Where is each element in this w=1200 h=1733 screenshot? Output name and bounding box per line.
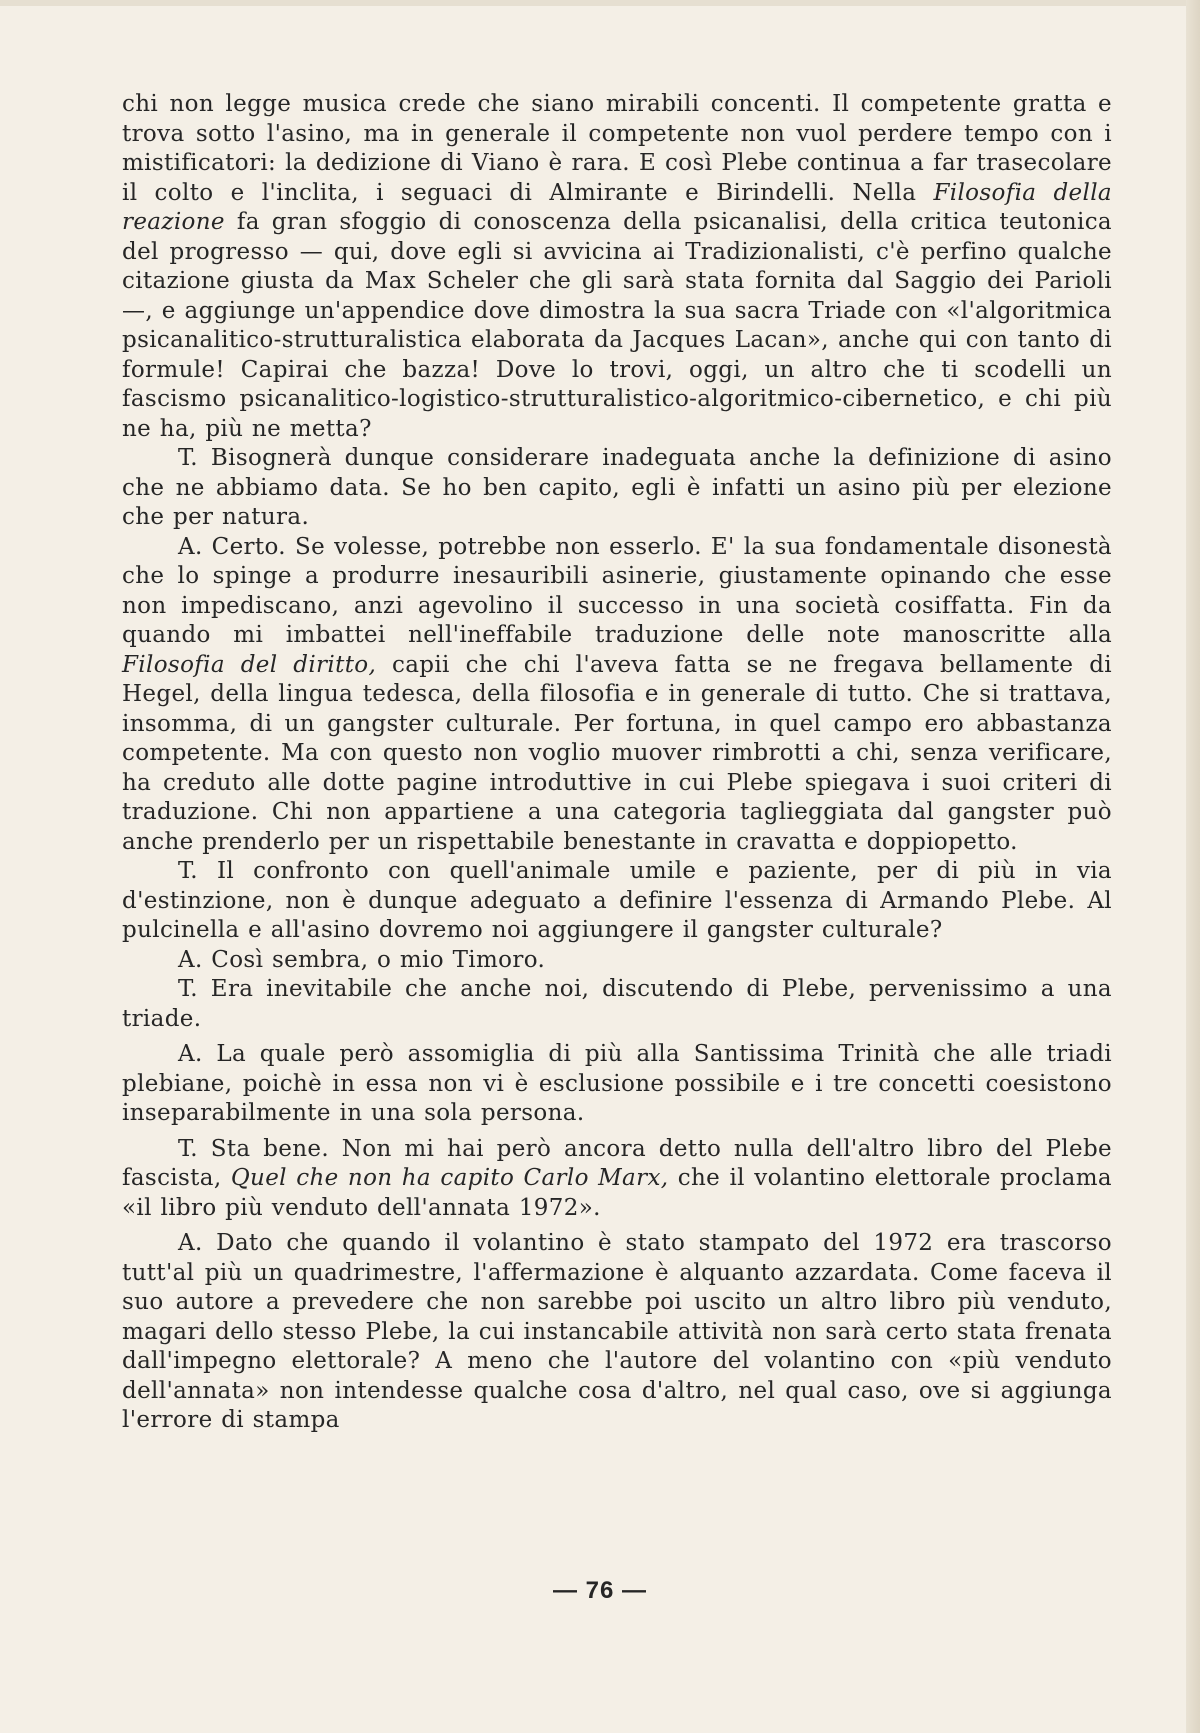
paragraph-1: chi non legge musica crede che siano mirabili concenti. Il competente gratta e trova sotto l'asino, ma in generale il competente non vuol perdere tempo con i mistificatori: la dedizione di Viano è rara. E così Plebe continua a far trasecolare il colto e l'inclita, i seguaci di Almirante e Birindelli. Nella Filosofia della reazione fa gran sfoggio di conoscenza della psicanalisi, della critica teutonica del progresso — qui, dove egli si avvicina ai Tradizionalisti, c'è perfino qualche citazione giusta da Max Scheler che gli sarà stata fornita dal Saggio dei Parioli —, e aggiunge un'appendice dove dimostra la sua sacra Triade con «l'algoritmica psicanalitico-strutturalistica elaborata da Jacques Lacan», anche qui con tanto di formule! Capirai che bazza! Dove lo trovi, oggi, un altro che ti scodelli un fascismo psicanalitico-logistico-strutturalistico-algoritmico-cibernetico, e chi più ne ha, più ne metta?: [122, 91, 1112, 442]
paragraph-3: A. Certo. Se volesse, potrebbe non esserlo. E' la sua fondamentale disonestà che lo spinge a produrre inesauribili asinerie, giustamente opinando che esse non impediscano, anzi agevolino il successo in una società cosiffatta. Fin da quando mi imbattei nell'ineffabile traduzione delle note manoscritte alla Filosofia del diritto, capii che chi l'aveva fatta se ne fregava bellamente di Hegel, della lingua tedesca, della filosofia e in generale di tutto. Che si trattava, insomma, di un gangster culturale. Per fortuna, in quel campo ero abbastanza competente. Ma con questo non voglio muover rimbrotti a chi, senza verificare, ha creduto alle dotte pagine introduttive in cui Plebe spiegava i suoi criteri di traduzione. Chi non appartiene a una categoria taglieggiata dal gangster può anche prenderlo per un rispettabile benestante in cravatta e doppiopetto.: [122, 533, 1112, 855]
page-top-edge: [0, 0, 1200, 6]
book-title-italic: Filosofia della reazione: [122, 179, 1112, 235]
body-text: [122, 90, 1112, 1436]
page-right-edge: [1186, 0, 1200, 1733]
paragraph-6: T. Era inevitabile che anche noi, discutendo di Plebe, pervenissimo a una triade.: [122, 976, 1112, 1032]
page-number: — 76 —: [552, 1577, 648, 1604]
paragraph-2: T. Bisognerà dunque considerare inadeguata anche la definizione di asino che ne abbiamo data. Se ho ben capito, egli è infatti un asino più per elezione che per natura.: [122, 445, 1112, 530]
paragraph-5: A. Così sembra, o mio Timoro.: [178, 946, 546, 973]
paragraph-4: T. Il confronto con quell'animale umile e paziente, per di più in via d'estinzione, non è dunque adeguato a definire l'essenza di Armando Plebe. Al pulcinella e all'asino dovremo noi aggiungere il gangster culturale?: [122, 858, 1112, 943]
paragraph-7: A. La quale però assomiglia di più alla Santissima Trinità che alle triadi plebiane, poichè in essa non vi è esclusione possibile e i tre concetti coesistono inseparabilmente in una sola persona.: [122, 1041, 1112, 1126]
paragraph-8: T. Sta bene. Non mi hai però ancora detto nulla dell'altro libro del Plebe fascista, Quel che non ha capito Carlo Marx, che il volantino elettorale proclama «il libro più venduto dell'annata 1972».: [122, 1135, 1112, 1221]
book-title-italic: Quel che non ha capito Carlo Marx,: [230, 1165, 669, 1191]
book-title-italic: Filosofia del diritto,: [122, 651, 377, 678]
paragraph-9: A. Dato che quando il volantino è stato stampato del 1972 era trascorso tutt'al più un quadrimestre, l'affermazione è alquanto azzardata. Come faceva il suo autore a prevedere che non sarebbe poi uscito un altro libro più venduto, magari dello stesso Plebe, la cui instancabile attività non sarà certo stata frenata dall'impegno elettorale? A meno che l'autore del volantino con «più venduto dell'annata» non intendesse qualche cosa d'altro, nel qual caso, ove si aggiunga l'errore di stampa: [122, 1230, 1112, 1433]
